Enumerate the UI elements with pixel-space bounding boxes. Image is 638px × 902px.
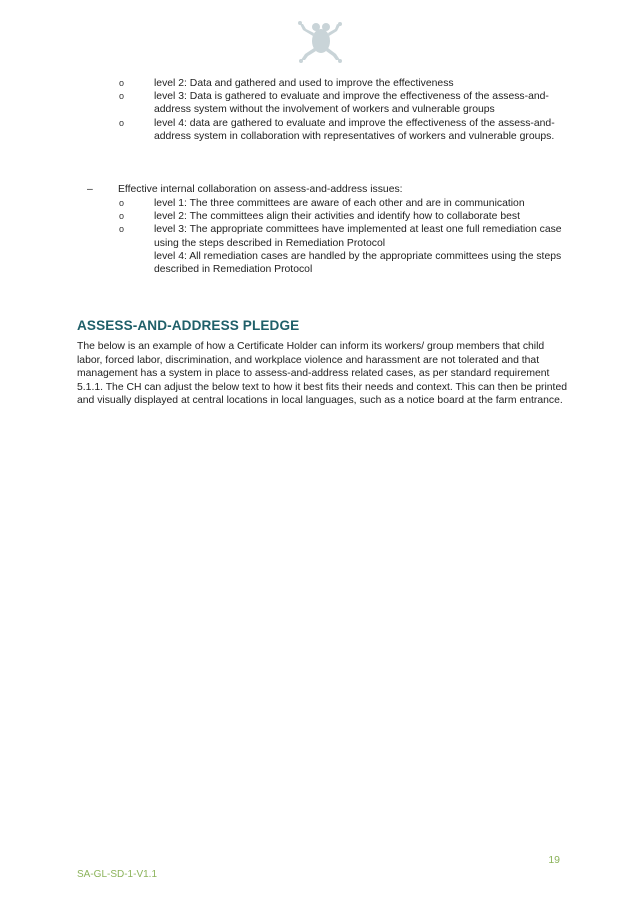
list-item xyxy=(119,90,571,116)
list-item-text: level 4: All remediation cases are handled by the appropriate committees using the steps described in Remediation Protocol xyxy=(154,250,562,276)
list-item xyxy=(119,210,571,223)
dash-list-item xyxy=(87,183,572,196)
list-level-scores-a xyxy=(119,77,571,143)
list-item-text: level 2: Data and gathered and used to improve the effectiveness xyxy=(154,78,454,89)
list-item-text: level 3: Data is gathered to evaluate and improve the effectiveness of the assess-and-address system without the involvement of workers and vulnerable groups xyxy=(154,91,549,116)
body-paragraph: The below is an example of how a Certificate Holder can inform its workers/ group members that child labor, forced labor, discrimination, and workplace violence and harassment are not tolerated and that management has a system in place to assess-and-address related cases, as per standard requirement 5.1.1. The CH can adjust the below text to how it best fits their needs and context. This can then be printed and visually displayed at central locations in local languages, such as a notice board at the farm entrance. xyxy=(77,341,567,406)
section-heading: ASSESS-AND-ADDRESS PLEDGE xyxy=(77,318,300,333)
dash-bullet: – xyxy=(87,184,93,195)
list-item-text: level 3: The appropriate committees have implemented at least one full remediation case using the steps described in Remediation Protocol xyxy=(154,224,562,249)
bullet: o xyxy=(119,224,125,235)
list-item-text: level 1: The three committees are aware of each other and are in communication xyxy=(154,198,525,209)
list-item xyxy=(119,250,571,276)
list-level-scores-b xyxy=(119,197,571,276)
page-number: 19 xyxy=(548,854,560,866)
list-item xyxy=(119,77,571,90)
bullet: o xyxy=(119,91,125,102)
list-item xyxy=(119,117,571,143)
frog-icon xyxy=(297,14,343,64)
list-item xyxy=(119,197,571,210)
document-code: SA-GL-SD-1-V1.1 xyxy=(77,869,158,880)
bullet: o xyxy=(119,117,125,128)
bullet: o xyxy=(119,198,125,208)
bullet: o xyxy=(119,78,125,88)
bullet: o xyxy=(119,211,125,222)
dash-item-text: Effective internal collaboration on assess-and-address issues: xyxy=(118,184,403,195)
list-item xyxy=(119,223,571,249)
list-item-text: level 2: The committees align their activities and identify how to collaborate best xyxy=(154,211,520,223)
list-item-text: level 4: data are gathered to evaluate and improve the effectiveness of the assess-and-address system in collaboration with representatives of workers and vulnerable groups. xyxy=(154,117,555,142)
